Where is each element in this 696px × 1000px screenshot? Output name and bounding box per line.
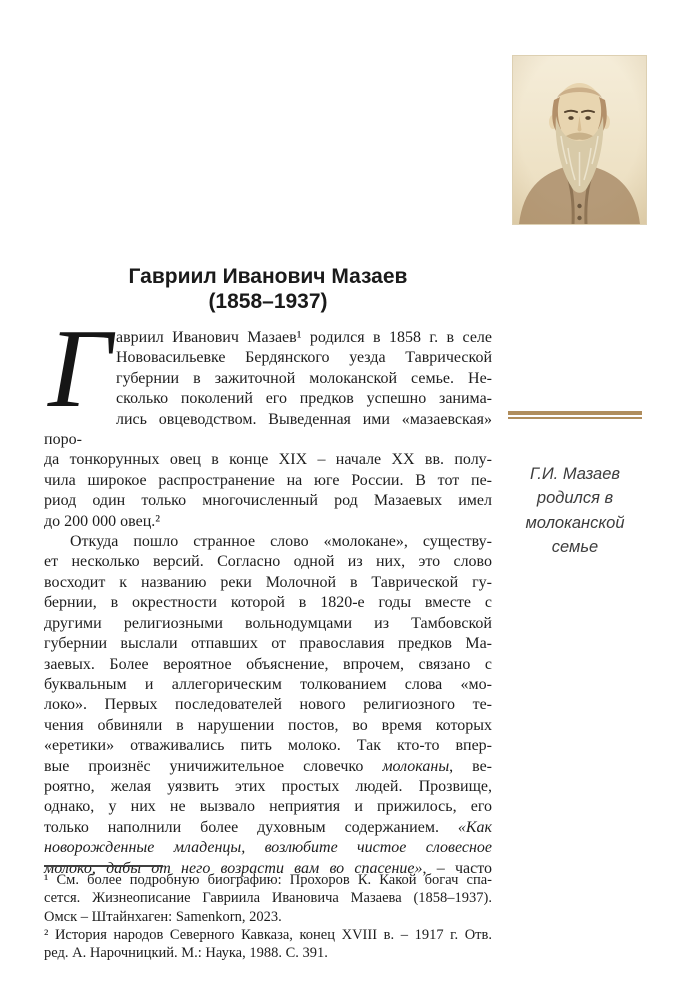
article-body (44, 307, 493, 879)
text-run: до 200 000 овец.² (44, 512, 161, 530)
text-line (44, 838, 492, 858)
text-line (44, 532, 492, 552)
footnotes-list (44, 871, 492, 962)
text-line (44, 593, 492, 613)
text-run: ² История народов Северного Кавказа, конец XVIII в. – 1917 г. Отв. (44, 926, 492, 943)
photo-vignette (513, 56, 646, 224)
footnote (44, 871, 492, 926)
sidebar-note-line: родился в (536, 489, 614, 508)
text-run: только наполнили более духовным содержанием. (44, 818, 458, 836)
text-run: ¹ См. более подробную биографию: Прохоров К. Какой богач спа- (44, 872, 492, 888)
italic-run: молоко, дабы от него возрасти вам во спасение» (44, 859, 423, 877)
sidebar-rule (508, 411, 642, 419)
chapter-dates: (1858–1937) (208, 290, 328, 313)
text-run: бернии, в окрестности которой в 1820-е годы вместе с (44, 594, 492, 612)
text-run: сется. Жизнеописание Гавриила Ивановича Мазаева (1858–1937). (44, 890, 492, 907)
text-line (44, 716, 492, 736)
footnote (44, 926, 492, 963)
text-line (44, 695, 492, 715)
text-line (44, 889, 492, 907)
sidebar-note-line: семье (551, 538, 599, 557)
portrait-photo (512, 55, 647, 225)
text-line (44, 573, 492, 593)
paragraph (44, 532, 492, 879)
text-run: Омск – Штайнхаген: Samenkorn, 2023. (44, 908, 282, 925)
italic-run: молоканы (382, 757, 450, 775)
text-line (44, 926, 492, 944)
text-run: Откуда пошло странное слово «молокане», существу- (70, 533, 492, 551)
text-run: лись овцеводством. Выведенная ими «мазаевская» поро- (44, 410, 492, 449)
chapter-title: Гавриил Иванович Мазаев (128, 265, 408, 288)
text-line (44, 757, 492, 777)
text-run: роятно, желая уязвить этих простых людей. Прозвище, (44, 777, 492, 795)
text-run: Нововасильевке Бердянского уезда Таврической (116, 349, 492, 367)
text-run: заевых. Более вероятное объяснение, впрочем, связано с (44, 655, 492, 673)
text-run: чения обвиняли в нарушении постов, во время которых (44, 716, 492, 734)
text-line (44, 944, 492, 962)
footnotes (44, 865, 492, 962)
text-run: восходит к названию реки Молочной в Таврической гу- (44, 573, 492, 591)
text-line (44, 736, 492, 756)
text-line (44, 634, 492, 654)
text-run: , ве- (449, 757, 493, 775)
text-run: риод один только многочисленный род Мазаевых имел (44, 492, 492, 510)
text-run: буквальным и аллегорическим толкованием слова «мо- (44, 675, 492, 693)
text-line (44, 450, 492, 470)
text-line (44, 552, 492, 572)
text-run: «еретики» отваживались пить молоко. Так кто-то впер- (44, 737, 492, 755)
text-line (44, 818, 492, 838)
text-run: ет несколько версий. Согласно одной из них, это слово (44, 553, 492, 571)
text-run: ред. А. Нарочницкий. М.: Наука, 1988. С. 391. (44, 945, 328, 962)
italic-run: «Как (457, 818, 492, 836)
italic-run: новорожденные младенцы, возлюбите чистое словесное (44, 839, 492, 857)
text-line (44, 655, 492, 675)
paragraph (44, 307, 492, 532)
text-run: да тонкорунных овец в конце XIX – начале XX вв. полу- (44, 451, 492, 469)
text-run: , – часто (422, 859, 492, 877)
text-run: авриил Иванович Мазаев¹ родился в 1858 г. в селе (116, 329, 492, 346)
text-run: сколько поколений его предков успешно занима- (116, 390, 492, 408)
text-line (44, 871, 492, 889)
portrait-illustration (513, 56, 646, 224)
text-line (44, 614, 492, 634)
sidebar-rule-thick (508, 411, 642, 415)
text-run: локо». Первых последователей нового религиозного те- (44, 696, 492, 714)
text-run: губернии в зажиточной молоканской семье. Не- (116, 369, 492, 387)
text-run: другими религиозными вольнодумцами из Тамбовской (44, 614, 492, 632)
sidebar-note-line: молоканской (525, 513, 625, 532)
text-line (44, 512, 492, 532)
text-run: губернии выслали отпавших от православия предков Ма- (44, 635, 492, 653)
text-line (44, 908, 492, 926)
text-line (44, 777, 492, 797)
sidebar-note-line: Г.И. Мазаев (529, 465, 621, 483)
text-run: чила широкое распространение на юге России. В тот пе- (44, 471, 492, 489)
text-line (44, 797, 492, 817)
sidebar-note (496, 462, 654, 560)
text-line (44, 675, 492, 695)
sidebar-rule-thin (508, 417, 642, 419)
text-line (44, 471, 492, 491)
text-run: однако, у них не вызвало неприятия и прижилось, его (44, 798, 492, 816)
footnote-separator (44, 865, 163, 867)
drop-cap: Г (48, 307, 112, 431)
text-run: вые произнёс уничижительное словечко (44, 757, 383, 775)
text-line (44, 491, 492, 511)
